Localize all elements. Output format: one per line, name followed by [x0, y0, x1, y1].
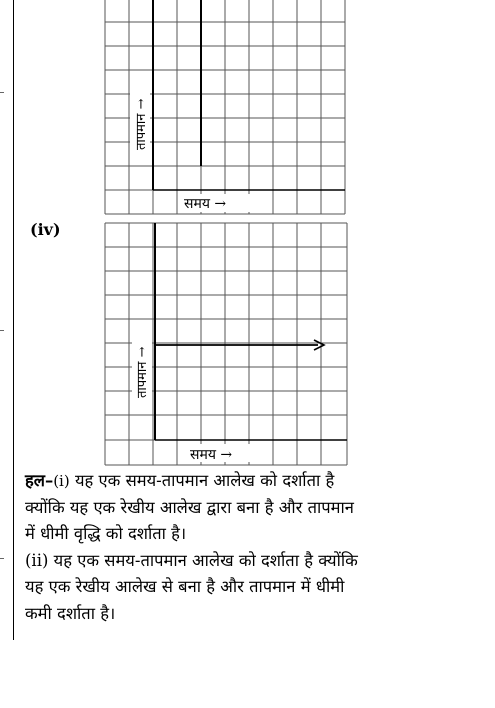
y-axis-label: तापमान →: [135, 346, 150, 398]
solution-line-5: यह एक रेखीय आलेख से बना है और तापमान में धीमी: [25, 577, 345, 596]
x-axis-label: समय →: [190, 447, 233, 463]
solution-line-4: (ii) यह एक समय-तापमान आलेख को दर्शाता है क्योंकि: [25, 550, 358, 570]
figure-iv-label: (iv): [30, 220, 61, 239]
x-axis-label: समय →: [184, 196, 227, 212]
y-axis-label: तापमान →: [134, 98, 149, 150]
solution-line-1: यह एक समय-तापमान आलेख को दर्शाता है: [69, 471, 335, 490]
solution-line-6: कमी दर्शाता है।: [25, 603, 116, 623]
solution-line: [25, 468, 480, 495]
margin-tick: [0, 92, 4, 93]
solution-text: [25, 468, 480, 627]
solution-line-3: में धीमी वृद्धि को दर्शाता है।: [25, 524, 187, 543]
graph-iii: [100, 0, 350, 216]
margin-tick: [0, 330, 4, 331]
solution-heading: हल–: [25, 471, 54, 490]
margin-rule: [13, 0, 14, 640]
part-i-marker: (i): [53, 472, 70, 490]
graph-iv: [100, 222, 352, 467]
margin-tick: [0, 558, 4, 559]
solution-line-2: क्योंकि यह एक रेखीय आलेख द्वारा बना है और तापमान: [25, 497, 354, 517]
